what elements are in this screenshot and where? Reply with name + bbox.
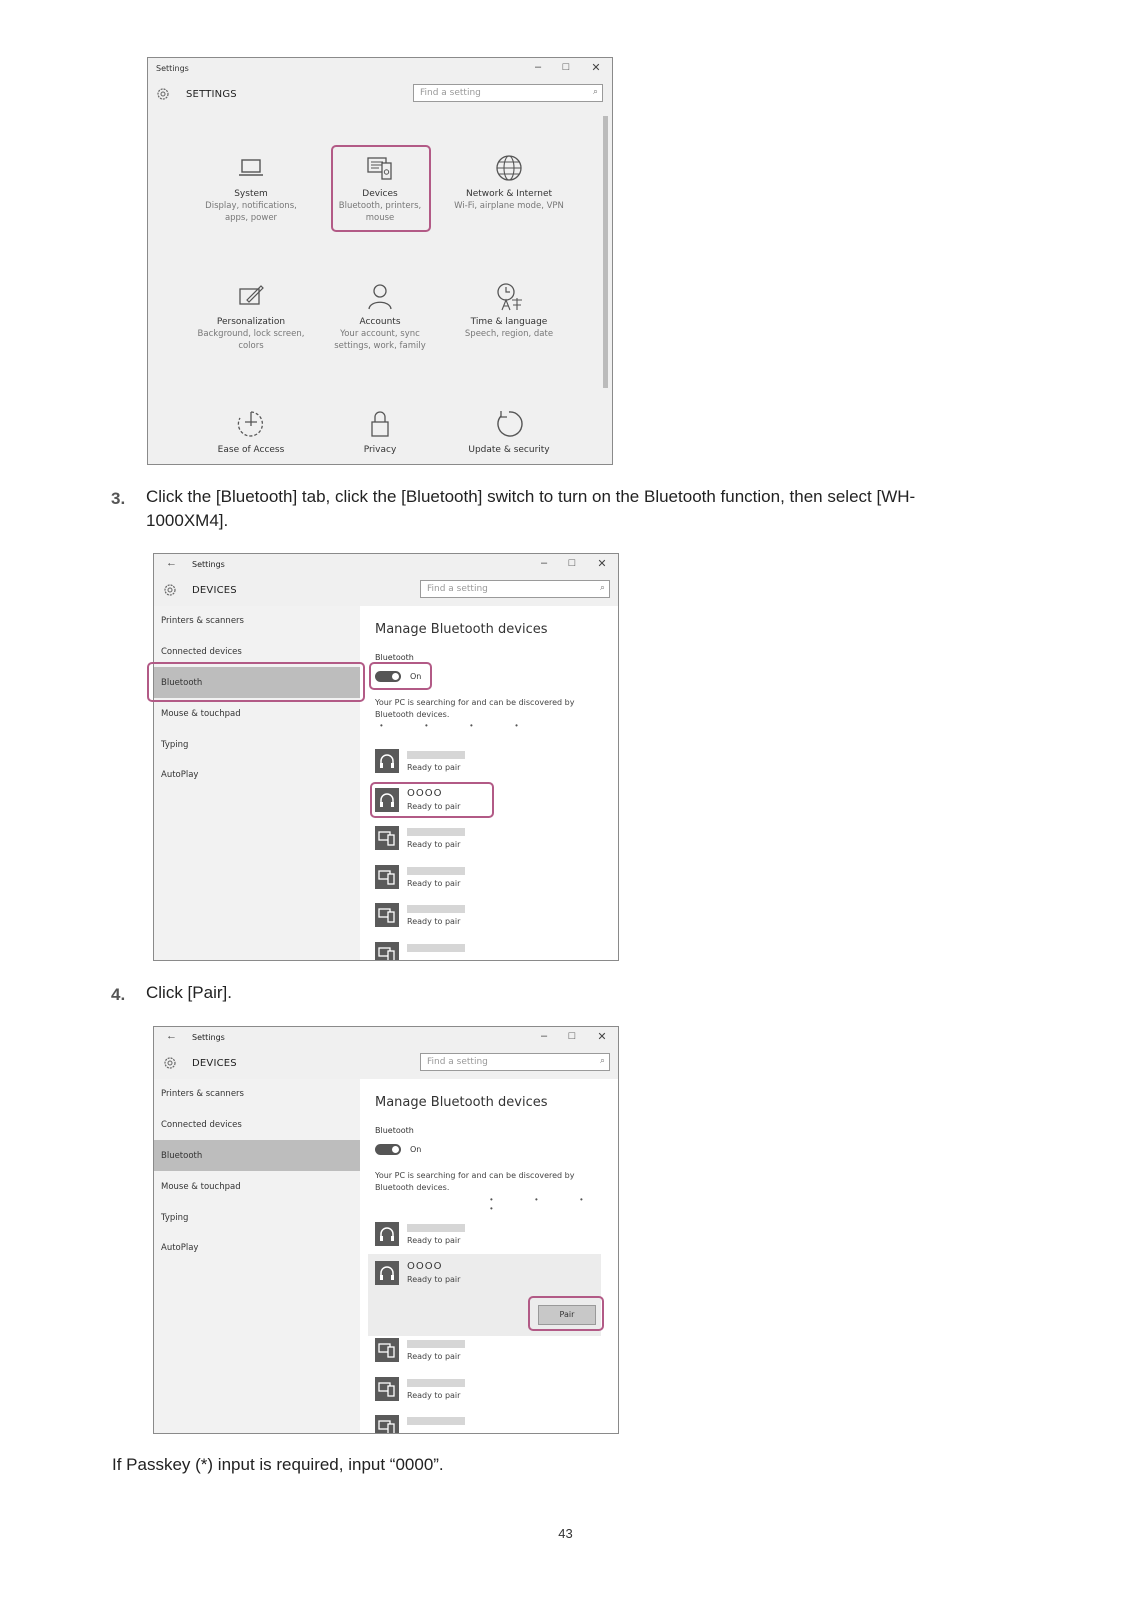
headphones-icon bbox=[375, 749, 399, 773]
device-item-target[interactable] bbox=[375, 1261, 595, 1291]
sidebar-item-connected-devices[interactable]: Connected devices bbox=[161, 1120, 242, 1130]
device-status: Ready to pair bbox=[407, 802, 461, 811]
computer-device-icon bbox=[375, 903, 399, 927]
tile-name: Update & security bbox=[468, 445, 550, 455]
redacted-name bbox=[407, 751, 465, 759]
close-icon[interactable]: ✕ bbox=[597, 1031, 607, 1043]
page-title: DEVICES bbox=[192, 1058, 237, 1069]
redacted-name bbox=[407, 1379, 465, 1387]
redacted-name bbox=[407, 1417, 465, 1425]
step-number: 4. bbox=[111, 985, 126, 1004]
headphones-icon bbox=[375, 1261, 399, 1285]
search-placeholder: Find a setting bbox=[420, 88, 481, 98]
tile-ease-of-access[interactable] bbox=[196, 408, 306, 456]
maximize-icon[interactable]: □ bbox=[568, 1030, 576, 1042]
sidebar-item-autoplay[interactable]: AutoPlay bbox=[161, 1243, 199, 1253]
device-item[interactable] bbox=[375, 1338, 595, 1368]
tile-name: Accounts bbox=[359, 317, 401, 327]
bluetooth-tab-highlight bbox=[147, 662, 365, 702]
sidebar-item-bluetooth[interactable]: Bluetooth bbox=[161, 678, 203, 688]
device-status: Ready to pair bbox=[407, 1236, 461, 1245]
maximize-icon[interactable]: □ bbox=[568, 557, 576, 569]
device-item[interactable] bbox=[375, 826, 595, 856]
minimize-icon[interactable]: – bbox=[534, 61, 542, 73]
device-status: Ready to pair bbox=[407, 1275, 461, 1284]
tile-desc: Speech, region, date bbox=[464, 329, 554, 339]
main-panel bbox=[360, 1079, 618, 1433]
tile-update-security[interactable] bbox=[454, 408, 564, 456]
device-status: Ready to pair bbox=[407, 763, 461, 772]
search-icon: ⌕ bbox=[592, 87, 598, 97]
search-icon: ⌕ bbox=[599, 1056, 605, 1066]
tile-name: Personalization bbox=[216, 317, 286, 327]
gear-icon bbox=[156, 87, 170, 101]
device-status: Ready to pair bbox=[407, 1391, 461, 1400]
settings-window-screenshot bbox=[147, 57, 613, 465]
pair-button[interactable]: Pair bbox=[538, 1305, 596, 1325]
devices-window-screenshot-2 bbox=[153, 1026, 619, 1434]
search-input[interactable] bbox=[420, 1053, 610, 1071]
redacted-name bbox=[407, 828, 465, 836]
tile-name: Devices bbox=[362, 189, 398, 199]
tile-desc: Your account, sync settings, work, family bbox=[334, 329, 426, 351]
ease-of-access-icon bbox=[235, 408, 267, 440]
back-arrow-icon[interactable]: ← bbox=[166, 557, 177, 569]
sidebar bbox=[154, 1079, 360, 1433]
redacted-name bbox=[407, 905, 465, 913]
gear-icon bbox=[163, 583, 177, 597]
tile-name: Privacy bbox=[363, 445, 397, 455]
step-number: 3. bbox=[111, 489, 126, 508]
device-item[interactable] bbox=[375, 942, 595, 961]
computer-device-icon bbox=[375, 942, 399, 961]
page-title: SETTINGS bbox=[186, 89, 237, 100]
refresh-icon bbox=[493, 408, 525, 440]
clock-language-icon bbox=[493, 280, 525, 312]
redacted-name bbox=[407, 1224, 465, 1232]
lock-icon bbox=[364, 408, 396, 440]
searching-text: Your PC is searching for and can be discovered by Bluetooth devices. bbox=[375, 1171, 575, 1192]
sidebar-item-autoplay[interactable]: AutoPlay bbox=[161, 770, 199, 780]
bluetooth-toggle[interactable] bbox=[375, 1144, 401, 1155]
paint-icon bbox=[235, 280, 267, 312]
page-title: DEVICES bbox=[192, 585, 237, 596]
bluetooth-label: Bluetooth bbox=[375, 653, 414, 662]
device-item[interactable] bbox=[375, 749, 595, 779]
device-item[interactable] bbox=[375, 865, 595, 895]
sidebar-item-bluetooth[interactable]: Bluetooth bbox=[161, 1151, 203, 1161]
device-item[interactable] bbox=[375, 1415, 595, 1434]
tile-accounts[interactable] bbox=[325, 280, 435, 352]
computer-device-icon bbox=[375, 1377, 399, 1401]
minimize-icon[interactable]: – bbox=[540, 1030, 548, 1042]
gear-icon bbox=[163, 1056, 177, 1070]
redacted-name bbox=[407, 944, 465, 952]
sidebar-item-typing[interactable]: Typing bbox=[161, 1213, 189, 1223]
tile-privacy[interactable] bbox=[325, 408, 435, 456]
tile-desc: Background, lock screen, colors bbox=[197, 329, 305, 351]
toggle-state: On bbox=[410, 1145, 422, 1154]
tile-name: Ease of Access bbox=[217, 445, 285, 455]
device-highlight bbox=[370, 782, 494, 818]
device-status: Ready to pair bbox=[407, 840, 461, 849]
tile-name: Network & Internet bbox=[465, 189, 553, 199]
toggle-state: On bbox=[410, 672, 422, 681]
sidebar-item-mouse[interactable]: Mouse & touchpad bbox=[161, 1182, 241, 1192]
device-status: Ready to pair bbox=[407, 879, 461, 888]
search-placeholder: Find a setting bbox=[427, 584, 488, 594]
tile-desc: Display, notifications, apps, power bbox=[205, 201, 297, 223]
search-placeholder: Find a setting bbox=[427, 1057, 488, 1067]
search-input[interactable] bbox=[420, 580, 610, 598]
tile-network[interactable] bbox=[454, 152, 564, 212]
tile-desc: Bluetooth, printers, mouse bbox=[338, 201, 422, 223]
maximize-icon[interactable]: □ bbox=[562, 61, 570, 73]
scrollbar[interactable] bbox=[603, 116, 608, 388]
back-arrow-icon[interactable]: ← bbox=[166, 1030, 177, 1042]
minimize-icon[interactable]: – bbox=[540, 557, 548, 569]
laptop-icon bbox=[235, 152, 267, 184]
device-status: Ready to pair bbox=[407, 917, 461, 926]
redacted-name bbox=[407, 867, 465, 875]
page-number: 43 bbox=[558, 1526, 573, 1541]
devices-window-screenshot-1 bbox=[153, 553, 619, 961]
computer-device-icon bbox=[375, 1415, 399, 1434]
progress-dots: • • • • bbox=[380, 721, 538, 730]
sidebar-item-printers[interactable]: Printers & scanners bbox=[161, 616, 244, 626]
main-title: Manage Bluetooth devices bbox=[375, 1095, 548, 1110]
close-icon[interactable]: ✕ bbox=[591, 62, 601, 74]
headphones-icon bbox=[375, 1222, 399, 1246]
searching-text: Your PC is searching for and can be discovered by Bluetooth devices. bbox=[375, 698, 575, 719]
sidebar-item-connected-devices[interactable]: Connected devices bbox=[161, 647, 242, 657]
main-title: Manage Bluetooth devices bbox=[375, 622, 548, 637]
search-input[interactable] bbox=[413, 84, 603, 102]
person-icon bbox=[364, 280, 396, 312]
sidebar bbox=[154, 606, 360, 960]
passkey-note: If Passkey (*) input is required, input “0000”. bbox=[112, 1455, 444, 1474]
tile-name: Time & language bbox=[470, 317, 548, 327]
window-title: Settings bbox=[192, 1033, 225, 1042]
tile-desc: Wi-Fi, airplane mode, VPN bbox=[454, 201, 564, 211]
device-item[interactable] bbox=[375, 903, 595, 933]
device-item[interactable] bbox=[375, 1377, 595, 1407]
window-title: Settings bbox=[192, 560, 225, 569]
progress-dots: • • • • bbox=[490, 1195, 603, 1213]
toggle-highlight bbox=[369, 662, 432, 690]
step-text: Click [Pair]. bbox=[146, 983, 232, 1002]
device-name: OOOO bbox=[407, 788, 443, 799]
tile-personalization[interactable] bbox=[196, 280, 306, 352]
window-title: Settings bbox=[156, 64, 189, 73]
computer-device-icon bbox=[375, 826, 399, 850]
pair-button-highlight bbox=[528, 1296, 604, 1331]
devices-highlight bbox=[331, 145, 431, 232]
sidebar-item-printers[interactable]: Printers & scanners bbox=[161, 1089, 244, 1099]
settings-titlebar bbox=[148, 58, 612, 80]
computer-device-icon bbox=[375, 865, 399, 889]
step-text: Click the [Bluetooth] tab, click the [Bluetooth] switch to turn on the Bluetooth function, then select [WH-1000XM4]. bbox=[146, 487, 916, 530]
tile-system[interactable] bbox=[196, 152, 306, 224]
tile-time-language[interactable] bbox=[454, 280, 564, 340]
search-icon: ⌕ bbox=[599, 583, 605, 593]
bluetooth-label: Bluetooth bbox=[375, 1126, 414, 1135]
device-name: OOOO bbox=[407, 1261, 443, 1272]
computer-device-icon bbox=[375, 1338, 399, 1362]
sidebar-item-mouse[interactable]: Mouse & touchpad bbox=[161, 709, 241, 719]
close-icon[interactable]: ✕ bbox=[597, 558, 607, 570]
tile-name: System bbox=[234, 189, 268, 199]
globe-icon bbox=[493, 152, 525, 184]
device-status: Ready to pair bbox=[407, 1352, 461, 1361]
redacted-name bbox=[407, 1340, 465, 1348]
device-item[interactable] bbox=[375, 1222, 595, 1252]
sidebar-item-typing[interactable]: Typing bbox=[161, 740, 189, 750]
